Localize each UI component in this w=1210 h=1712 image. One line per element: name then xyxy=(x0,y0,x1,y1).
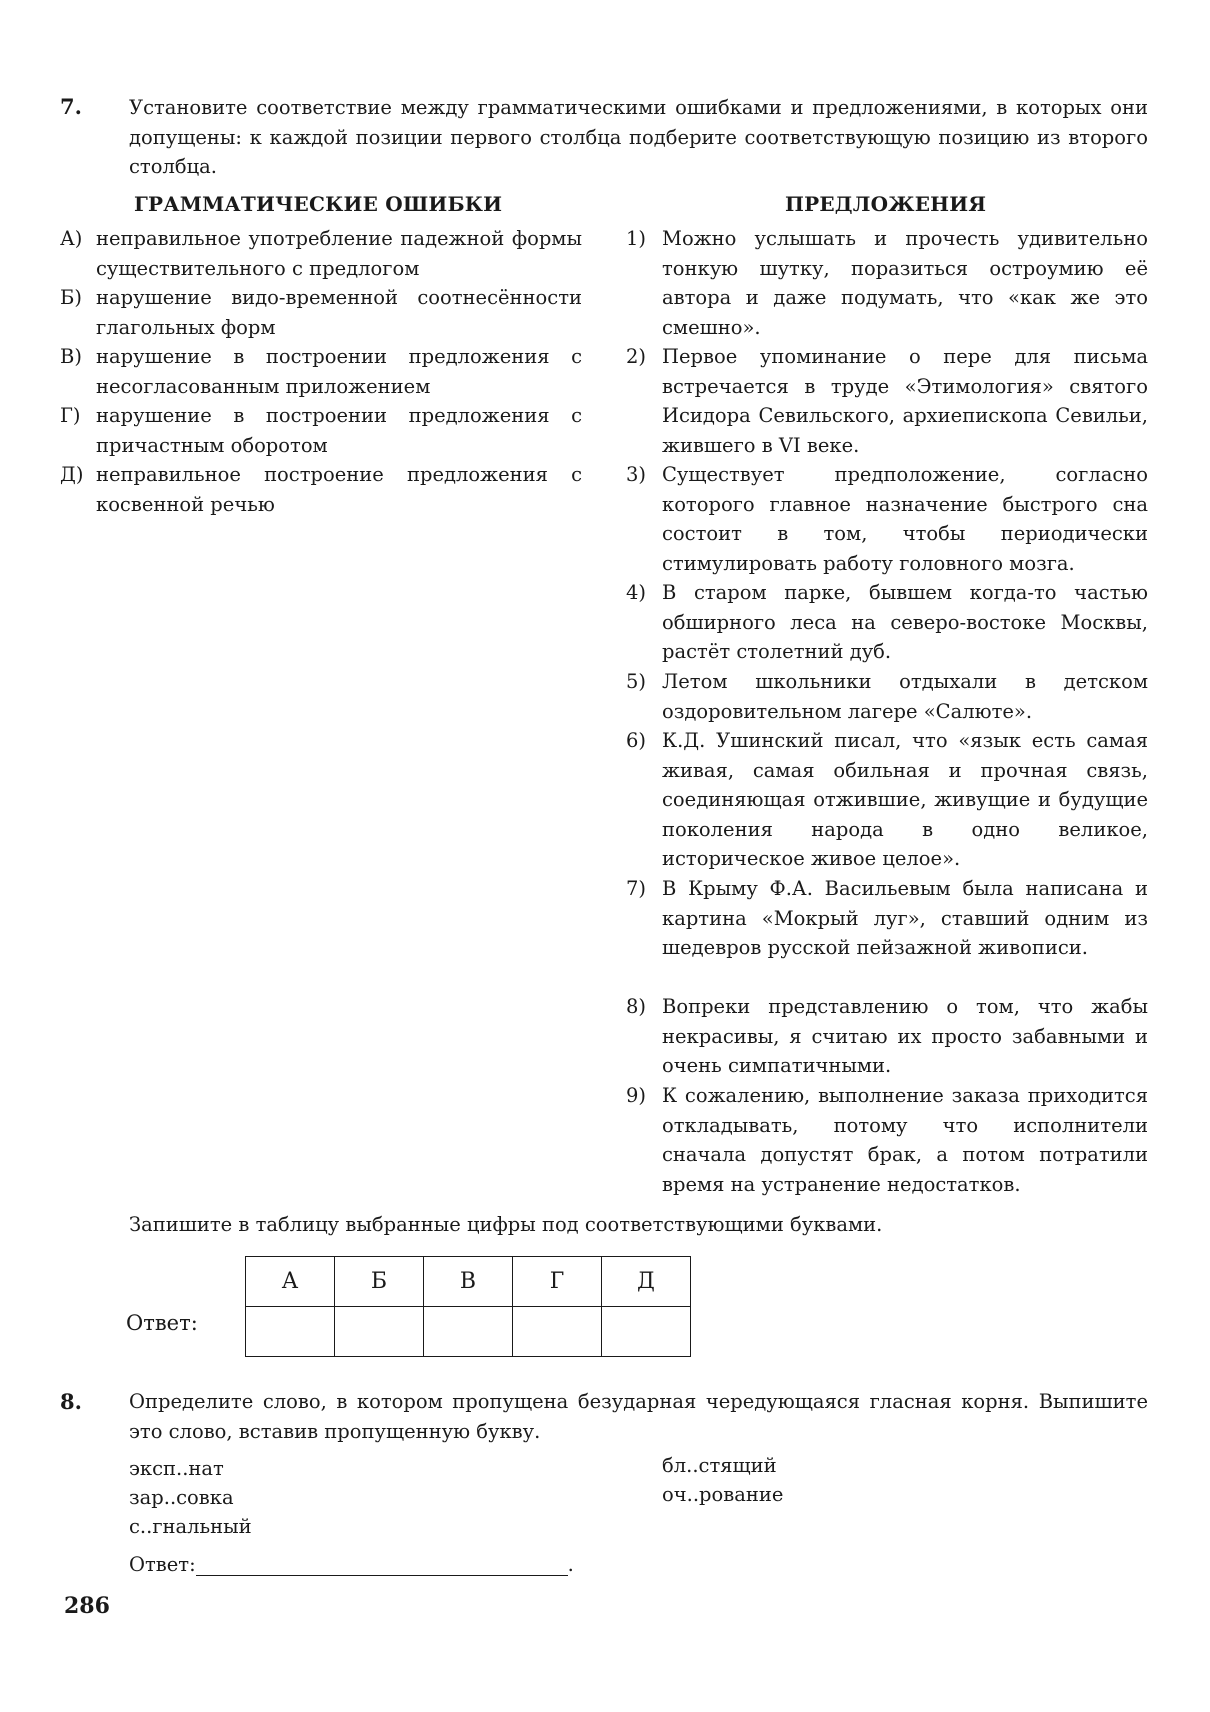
error-item xyxy=(60,401,582,460)
task8-answer-label: Ответ: xyxy=(129,1553,196,1576)
error-label: Б) xyxy=(60,286,82,309)
sentence-text: К сожалению, выполнение заказа приходится откладывать, потому что исполнители сначала допустят брак, а потом потратили время на устранение недостатков. xyxy=(662,1084,1148,1196)
answer-table xyxy=(245,1256,691,1357)
answer-cell-b[interactable] xyxy=(335,1307,424,1357)
task7-instruction: Установите соответствие между грамматическими ошибками и предложениями, в которых они допущены: к каждой позиции первого столбца подберите соответствующую позицию из второго столбца. xyxy=(129,96,1148,178)
word-list-left xyxy=(129,1454,252,1541)
answer-label: Ответ: xyxy=(126,1311,198,1335)
word-list-right xyxy=(662,1451,783,1509)
answer-cell-g[interactable] xyxy=(513,1307,602,1357)
error-item xyxy=(60,224,582,283)
sentence-item xyxy=(626,460,1148,578)
error-label: А) xyxy=(60,227,83,250)
error-label: В) xyxy=(60,345,82,368)
sentence-label: 6) xyxy=(626,729,647,752)
answer-table-header: А xyxy=(246,1257,335,1307)
error-item xyxy=(60,342,582,401)
task8-answer-period: . xyxy=(567,1553,574,1576)
sentence-label: 3) xyxy=(626,463,647,486)
sentence-item xyxy=(626,992,1148,1081)
error-text: нарушение в построении предложения с причастным оборотом xyxy=(96,404,582,457)
answer-table-header: Д xyxy=(602,1257,691,1307)
errors-column-header: ГРАММАТИЧЕСКИЕ ОШИБКИ xyxy=(134,192,503,216)
sentence-label: 7) xyxy=(626,877,647,900)
sentence-item xyxy=(626,1081,1148,1199)
error-item xyxy=(60,283,582,342)
sentence-text: Существует предположение, согласно которого главное назначение быстрого сна состоит в том, чтобы периодически стимулировать работу головного мозга. xyxy=(662,463,1148,575)
task8-number: 8. xyxy=(60,1389,82,1414)
task8-answer-row xyxy=(129,1553,574,1576)
sentence-label: 4) xyxy=(626,581,647,604)
sentence-label: 9) xyxy=(626,1084,647,1107)
sentence-text: Летом школьники отдыхали в детском оздоровительном лагере «Салюте». xyxy=(662,670,1148,723)
answer-cell-a[interactable] xyxy=(246,1307,335,1357)
sentences-column-header: ПРЕДЛОЖЕНИЯ xyxy=(785,192,987,216)
sentence-label: 1) xyxy=(626,227,647,250)
error-text: неправильное употребление падежной формы существительного с предлогом xyxy=(96,227,582,280)
word-option: оч..рование xyxy=(662,1483,784,1506)
word-option: бл..стящий xyxy=(662,1454,777,1477)
task7-number: 7. xyxy=(60,94,82,119)
sentence-item xyxy=(626,667,1148,726)
table-instruction: Запишите в таблицу выбранные цифры под соответствующими буквами. xyxy=(129,1213,883,1236)
page-number: 286 xyxy=(64,1593,110,1619)
sentence-item xyxy=(626,224,1148,342)
sentence-text: В старом парке, бывшем когда-то частью обширного леса на северо-востоке Москвы, растёт столетний дуб. xyxy=(662,581,1148,663)
answer-table-header: Б xyxy=(335,1257,424,1307)
error-item xyxy=(60,460,582,519)
sentence-label: 2) xyxy=(626,345,647,368)
sentence-text: Первое упоминание о пере для письма встречается в труде «Этимология» святого Исидора Севильского, архиепископа Севильи, жившего в VI веке. xyxy=(662,345,1148,457)
answer-table-header: В xyxy=(424,1257,513,1307)
sentence-item xyxy=(626,874,1148,963)
error-label: Г) xyxy=(60,404,81,427)
sentence-label: 8) xyxy=(626,995,647,1018)
sentence-item xyxy=(626,726,1148,874)
sentence-label: 5) xyxy=(626,670,647,693)
sentence-text: Можно услышать и прочесть удивительно тонкую шутку, поразиться остроумию её автора и даже подумать, что «как же это смешно». xyxy=(662,227,1148,339)
answer-cell-d[interactable] xyxy=(602,1307,691,1357)
word-option: зар..совка xyxy=(129,1486,234,1509)
error-text: нарушение видо-временной соотнесённости глагольных форм xyxy=(96,286,582,339)
task8-instruction: Определите слово, в котором пропущена безударная чередующаяся гласная корня. Выпишите это слово, вставив пропущенную букву. xyxy=(129,1390,1148,1443)
word-option: с..гнальный xyxy=(129,1515,252,1538)
error-text: нарушение в построении предложения с несогласованным приложением xyxy=(96,345,582,398)
error-label: Д) xyxy=(60,463,84,486)
error-text: неправильное построение предложения с косвенной речью xyxy=(96,463,582,516)
word-option: эксп..нат xyxy=(129,1457,224,1480)
sentence-item xyxy=(626,578,1148,667)
sentence-item xyxy=(626,342,1148,460)
answer-table-header: Г xyxy=(513,1257,602,1307)
sentence-text: В Крыму Ф.А. Васильевым была написана и картина «Мокрый луг», ставший одним из шедевров русской пейзажной живописи. xyxy=(662,877,1148,959)
answer-cell-v[interactable] xyxy=(424,1307,513,1357)
sentence-text: Вопреки представлению о том, что жабы некрасивы, я считаю их просто забавными и очень симпатичными. xyxy=(662,995,1148,1077)
task8-answer-line[interactable] xyxy=(196,1553,568,1576)
sentence-text: К.Д. Ушинский писал, что «язык есть самая живая, самая обильная и прочная связь, соединяющая отжившие, живущие и будущие поколения народа в одно великое, историческое живое целое». xyxy=(662,729,1148,870)
